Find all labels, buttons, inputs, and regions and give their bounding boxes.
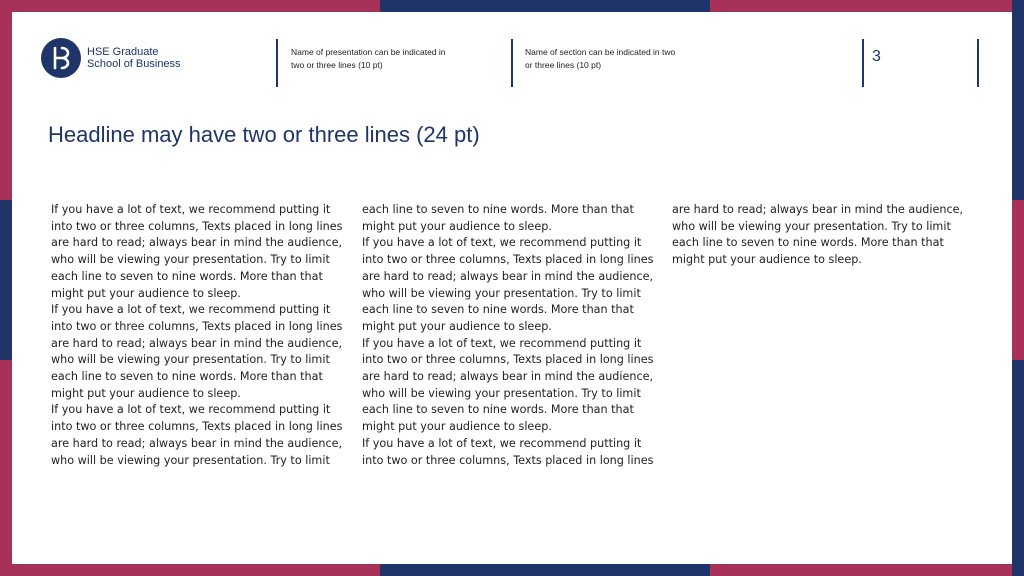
text-line: who will be viewing your presentation. Try to limit <box>51 353 330 367</box>
frame-stripe <box>710 0 1024 12</box>
header-divider <box>276 39 278 87</box>
text-line: might put your audience to sleep. <box>362 420 552 434</box>
slide <box>12 12 1012 564</box>
text-line: might put your audience to sleep. <box>51 286 241 300</box>
headline: Headline may have two or three lines (24 pt) <box>48 122 480 147</box>
text-line: each line to seven to nine words. More than that <box>362 303 634 317</box>
text-line: might put your audience to sleep. <box>51 386 241 400</box>
text-line: might put your audience to sleep. <box>672 253 862 267</box>
section-name-line: or three lines (10 pt) <box>525 60 602 70</box>
text-line: who will be viewing your presentation. Try to limit <box>51 253 330 267</box>
frame-stripe <box>380 564 710 576</box>
text-line: If you have a lot of text, we recommend putting it <box>362 236 642 250</box>
text-line: who will be viewing your presentation. Try to limit <box>672 219 951 233</box>
logo-line-2: School of Business <box>87 58 181 70</box>
text-line: are hard to read; always bear in mind the audience, <box>51 236 343 250</box>
text-line: into two or three columns, Texts placed in long lines <box>51 219 343 233</box>
frame-stripe <box>1012 360 1024 576</box>
section-name-line: Name of section can be indicated in two <box>525 47 676 57</box>
text-line: who will be viewing your presentation. Try to limit <box>362 286 641 300</box>
text-line: into two or three columns, Texts placed in long lines <box>362 453 654 467</box>
text-line: who will be viewing your presentation. Try to limit <box>362 386 641 400</box>
text-column-1 <box>51 202 351 469</box>
text-line: If you have a lot of text, we recommend putting it <box>51 303 331 317</box>
text-line: are hard to read; always bear in mind the audience, <box>51 336 343 350</box>
text-line: each line to seven to nine words. More than that <box>51 269 323 283</box>
text-line: If you have a lot of text, we recommend putting it <box>51 203 331 216</box>
text-line: each line to seven to nine words. More than that <box>51 370 323 384</box>
section-name <box>525 46 675 72</box>
frame-stripe <box>380 0 710 12</box>
frame-stripe <box>0 360 12 576</box>
header-divider <box>511 39 513 87</box>
text-line: into two or three columns, Texts placed in long lines <box>362 253 654 267</box>
frame-stripe <box>0 200 12 360</box>
frame-stripe <box>1012 0 1024 200</box>
hse-logo-icon <box>41 38 81 78</box>
frame-stripe <box>0 564 380 576</box>
text-line: might put your audience to sleep. <box>362 319 552 333</box>
text-line: each line to seven to nine words. More than that <box>362 203 634 216</box>
text-line: into two or three columns, Texts placed in long lines <box>362 353 654 367</box>
frame-stripe <box>0 0 12 200</box>
header-divider <box>977 39 979 87</box>
text-line: If you have a lot of text, we recommend putting it <box>362 336 642 350</box>
logo-text <box>87 46 181 71</box>
logo-line-1: HSE Graduate <box>87 45 159 58</box>
hse-logo <box>41 38 181 78</box>
text-line: are hard to read; always bear in mind the audience, <box>362 370 654 384</box>
frame-stripe <box>0 0 380 12</box>
text-line: might put your audience to sleep. <box>362 219 552 233</box>
text-column-2 <box>362 202 662 469</box>
frame-stripe <box>1012 200 1024 360</box>
presentation-name-line: Name of presentation can be indicated in <box>291 47 446 57</box>
text-line: are hard to read; always bear in mind the audience, <box>51 436 343 450</box>
text-line: who will be viewing your presentation. Try to limit <box>51 453 330 467</box>
page-number: 3 <box>872 48 881 65</box>
text-line: into two or three columns, Texts placed in long lines <box>51 319 343 333</box>
presentation-name-line: two or three lines (10 pt) <box>291 60 383 70</box>
text-line: into two or three columns, Texts placed in long lines <box>51 420 343 434</box>
text-line: are hard to read; always bear in mind the audience, <box>362 269 654 283</box>
text-line: If you have a lot of text, we recommend putting it <box>51 403 331 417</box>
frame-stripe <box>710 564 1024 576</box>
text-column-3 <box>672 202 972 269</box>
text-line: each line to seven to nine words. More than that <box>672 236 944 250</box>
text-line: If you have a lot of text, we recommend putting it <box>362 436 642 450</box>
text-line: each line to seven to nine words. More than that <box>362 403 634 417</box>
presentation-name <box>291 46 446 72</box>
header-divider <box>862 39 864 87</box>
text-line: are hard to read; always bear in mind the audience, <box>672 203 964 216</box>
